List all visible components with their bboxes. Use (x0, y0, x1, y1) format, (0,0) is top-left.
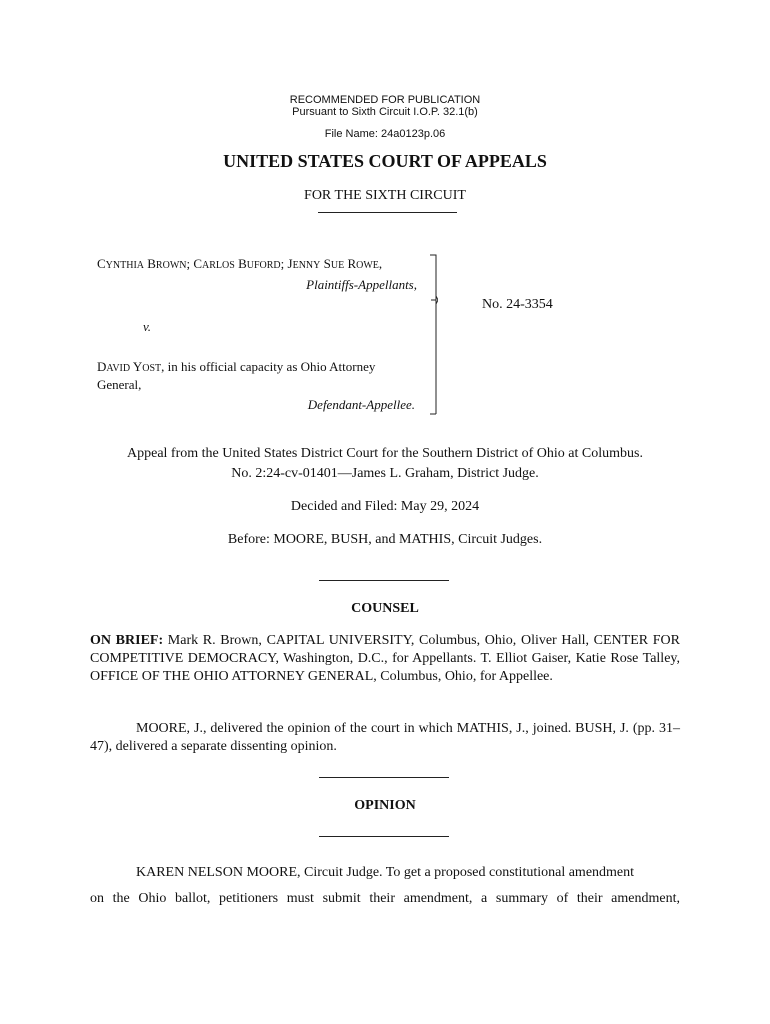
counsel-heading: COUNSEL (351, 601, 419, 616)
publication-rule-reference: Pursuant to Sixth Circuit I.O.P. 32.1(b) (292, 106, 478, 118)
district-case-number: No. 2:24-cv-01401—James L. Graham, District Judge. (231, 466, 539, 481)
opinion-line-1: KAREN NELSON MOORE, Circuit Judge. To get a proposed constitutional amendment (136, 865, 635, 880)
publication-notice: RECOMMENDED FOR PUBLICATION (289, 94, 481, 106)
counsel-divider-top (319, 580, 449, 581)
defendant-role: Defendant-Appellee. (307, 397, 415, 412)
defendant-name-line2: General, (97, 377, 142, 392)
opinion-heading: OPINION (354, 798, 416, 813)
opinion-line-2: on the Ohio ballot, petitioners must submit their amendment, a summary of their amendment, (90, 891, 680, 906)
appeal-origin: Appeal from the United States District Court for the Southern District of Ohio at Columbus. (127, 446, 643, 461)
case-number: No. 24-3354 (482, 297, 553, 312)
opinion-divider-top (319, 777, 449, 778)
counsel-paragraph (90, 632, 680, 686)
versus: v. (143, 319, 152, 334)
plaintiffs-role: Plaintiffs-Appellants, (306, 277, 417, 292)
defendant-name: DAVID YOST, in his official capacity as Ohio Attorney (97, 359, 376, 374)
panel-judges: Before: MOORE, BUSH, and MATHIS, Circuit Judges. (227, 532, 543, 547)
counsel-text: Mark R. Brown, CAPITAL UNIVERSITY, Columbus, Ohio, Oliver Hall, CENTER FOR COMPETITIVE DEMOCRACY, Washington, D.C., for Appellants. T. Elliot Gaiser, Katie Rose Talley, OFFICE OF THE OHIO ATTORNEY GENERAL, Columbus, Ohio, for Appellee. (90, 633, 680, 684)
caption-bracket (430, 254, 438, 415)
opinion-divider-bottom (319, 836, 449, 837)
header-divider (318, 212, 457, 213)
on-brief-label: ON BRIEF: (90, 633, 164, 648)
circuit-name: FOR THE SIXTH CIRCUIT (304, 188, 466, 203)
plaintiffs-names: CYNTHIA BROWN; CARLOS BUFORD; JENNY SUE ROWE, (97, 256, 383, 271)
court-title: UNITED STATES COURT OF APPEALS (223, 151, 547, 171)
decided-date: Decided and Filed: May 29, 2024 (290, 499, 480, 514)
file-name: File Name: 24a0123p.06 (324, 128, 446, 140)
delivered-statement: MOORE, J., delivered the opinion of the court in which MATHIS, J., joined. BUSH, J. (pp. 31–47), delivered a separate dissenting opinion. (90, 721, 680, 754)
